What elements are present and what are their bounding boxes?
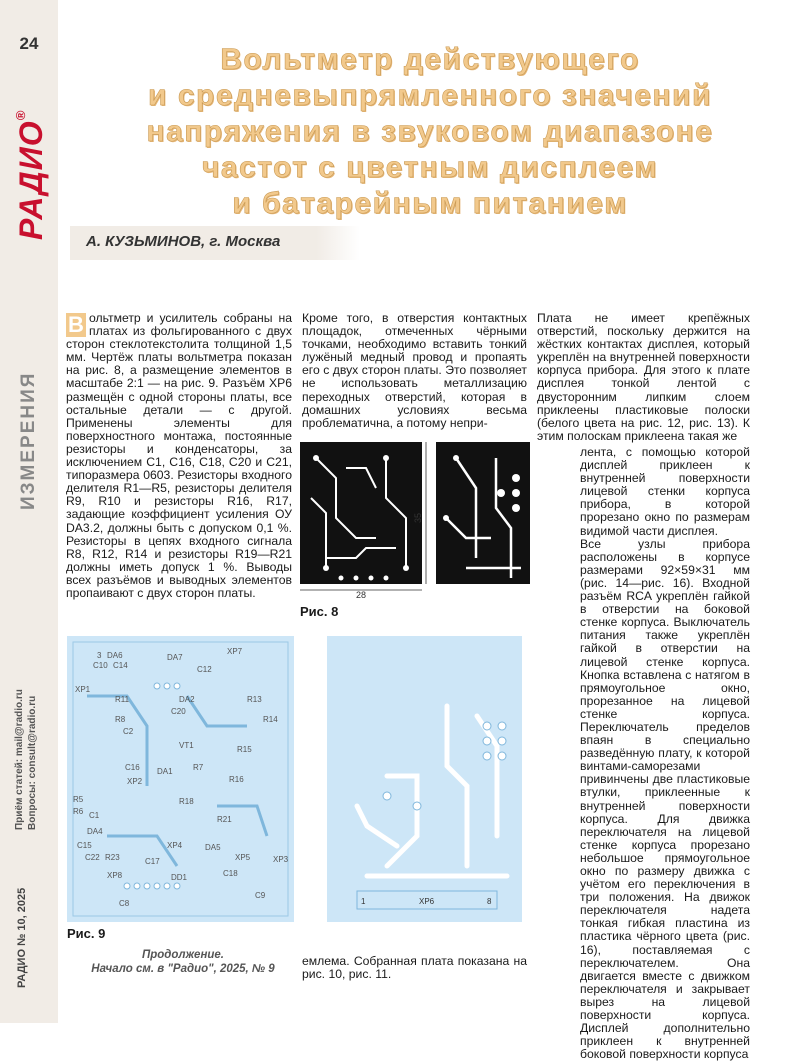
- title-line: Вольтметр действующего: [220, 43, 640, 76]
- column-2-bottom: емлема. Собранная плата показана на рис. 10, рис. 11.: [302, 954, 527, 982]
- fig9-label: R15: [237, 745, 252, 754]
- fig9-label: XP2: [127, 777, 143, 786]
- continuation-line: Продолжение.: [141, 949, 225, 961]
- fig9-label: R6: [73, 807, 84, 816]
- article-title: [80, 42, 780, 222]
- figure-9-layout: [67, 636, 294, 922]
- continuation-note: [78, 948, 288, 976]
- fig9-label: C16: [125, 763, 140, 772]
- column-3-rest: лента, с помощью которой дисплей приклеен к внутренней поверхности лицевой стенки корпуса прибора, в которой прорезано окно по размерам видимой части дисплея. Все узлы прибора расположены в корпусе размерами 92×59×31 мм (рис. 14—рис. 16). Входной разъём RCA укреплён гайкой в отверстии на боковой стенке корпуса. Выключатель питания также укреплён гайкой в отверстии на лицевой стенке корпуса. Кнопка вставлена с натягом в прямоугольное окно, прорезанное на лицевой стенке корпуса. Переключатель пределов впаян в специально разведённую плату, к которой винтами-саморезами привинчены две пластиковые втулки, приклеенные к внутренней поверхности корпуса. Для движка переключателя на лицевой стенке корпуса прорезано небольшое прямоугольное окно по размеру движка с учётом его переключения в три положения. На движок переключателя надета тонкая гибкая пластина из пластика чёрного цвета (рис. 16), поставляемая с переключателем. Она двигается вместе с движком переключателя и закрывает вырез на лицевой поверхности корпуса. Дисплей дополнительно приклеен к внутренней боковой поверхности корпуса: [580, 445, 750, 1061]
- fig9-label: R21: [217, 815, 232, 824]
- fig9-label: XP8: [107, 871, 123, 880]
- continuation-line: Начало см. в "Радио", 2025, № 9: [91, 963, 275, 975]
- fig9-label: C9: [255, 891, 266, 900]
- fig9-label: C20: [171, 707, 186, 716]
- issue-label: РАДИО № 10, 2025: [16, 887, 28, 988]
- title-line: частот с цветным дисплеем: [201, 151, 659, 184]
- fig9-label: R18: [179, 797, 194, 806]
- pcb-bottom-layer: [436, 442, 530, 584]
- contact-articles: Приём статей: mail@radio.ru: [14, 689, 25, 830]
- fig9-label: R16: [229, 775, 244, 784]
- fig9-label: R7: [193, 763, 204, 772]
- fig9-label: C1: [89, 811, 100, 820]
- fig9-label: C12: [197, 665, 212, 674]
- fig9-label: C17: [145, 857, 160, 866]
- pcb-top-layer: [300, 442, 422, 584]
- dim-width: 28: [356, 590, 367, 598]
- title-line: и батарейным питанием: [232, 187, 628, 220]
- figure-8: [296, 438, 534, 598]
- fig9-label: DA7: [167, 653, 183, 662]
- title-line: и средневыпрямленного значений: [148, 79, 712, 112]
- column-1: [66, 312, 292, 600]
- drop-cap: В: [66, 313, 86, 337]
- dim-height: 35: [413, 512, 423, 523]
- figure-8-caption: Рис. 8: [300, 604, 339, 619]
- fig9-label: R23: [105, 853, 120, 862]
- fig9-label: XP4: [167, 841, 183, 850]
- figure-10-layout: [327, 636, 522, 922]
- author: А. КУЗЬМИНОВ, г. Москва: [86, 233, 281, 250]
- fig9-label: DA2: [179, 695, 195, 704]
- fig9-label: XP7: [227, 647, 243, 656]
- fig9-label: R14: [263, 715, 278, 724]
- fig9-label: C18: [223, 869, 238, 878]
- fig9-label: R5: [73, 795, 84, 804]
- logo-text: РАДИО: [13, 120, 49, 240]
- figure-9-caption: Рис. 9: [67, 926, 106, 941]
- fig9-label: R11: [115, 695, 130, 704]
- fig9-label: DD1: [171, 873, 188, 882]
- radio-logo: [13, 110, 50, 240]
- xp6-pin8: 8: [487, 897, 492, 906]
- section-label: ИЗМЕРЕНИЯ: [18, 371, 39, 510]
- contact-questions: Вопросы: consult@radio.ru: [27, 695, 38, 830]
- title-line: напряжения в звуковом диапазоне: [146, 115, 714, 148]
- fig9-label: C10: [93, 661, 108, 670]
- registered-mark: ®: [13, 109, 28, 121]
- fig9-label: XP1: [75, 685, 91, 694]
- fig9-label: DA6: [107, 651, 123, 660]
- fig9-label: C2: [123, 727, 134, 736]
- fig9-label: C15: [77, 841, 92, 850]
- fig9-label: DA4: [87, 827, 103, 836]
- fig9-label: C14: [113, 661, 128, 670]
- xp6-label: XP6: [419, 897, 435, 906]
- fig9-label: DA1: [157, 767, 173, 776]
- fig9-label: XP3: [273, 855, 289, 864]
- column-3-top: Плата не имеет крепёжных отверстий, поскольку держится на жёстких контактах дисплея, который укреплён на внутренней поверхности корпуса прибора. Для этого к плате дисплея тонкой лентой с двусторонним липким слоем приклеены пластиковые полоски (белого цвета на рис. 12, рис. 13). К этим полоскам приклеена такая же: [537, 311, 750, 443]
- xp6-pin1: 1: [361, 897, 366, 906]
- fig9-label: R13: [247, 695, 262, 704]
- fig9-label: C8: [119, 899, 130, 908]
- fig9-label: C22: [85, 853, 100, 862]
- svg-text:3: 3: [97, 651, 102, 660]
- fig9-label: DA5: [205, 843, 221, 852]
- fig9-label: VT1: [179, 741, 194, 750]
- page-number: 24: [19, 34, 39, 53]
- column-1-text: ольтметр и усилитель собраны на платах из фольгированного с двух сторон стеклотекстолита толщиной 1,5 мм. Чертёж платы вольтметра показан на рис. 8, а размещение элементов в масштабе 2:1 — на рис. 9. Разъём XP6 размещён с одной стороны платы, все остальные детали — с другой. Применены элементы для поверхностного монтажа, постоянные резисторы и конденсаторы, за исключением C1, C16, C18, C20 и C21, типоразмера 0603. Резисторы входного делителя R1—R5, резисторы делителя R9, R10 и резисторы R16, R17, задающие коэффициент усиления ОУ DA3.2, должны быть с допуском 0,1 %. Резисторы в цепях входного сигнала R8, R12, R14 и резисторы R19—R21 должны иметь допуск 1 %. Выводы всех разъёмов и выводных элементов пропаивают с двух сторон платы.: [66, 311, 292, 600]
- fig9-label: R8: [115, 715, 126, 724]
- column-2: Кроме того, в отверстия контактных площадок, отмеченных чёрными точками, необходимо вставить тонкий лужёный медный провод и пропаять его с двух сторон платы. Это позволяет не использовать металлизацию переходных отверстий, которая в домашних условиях весьма проблематична, а потому непри-: [302, 311, 527, 430]
- fig9-label: XP5: [235, 853, 251, 862]
